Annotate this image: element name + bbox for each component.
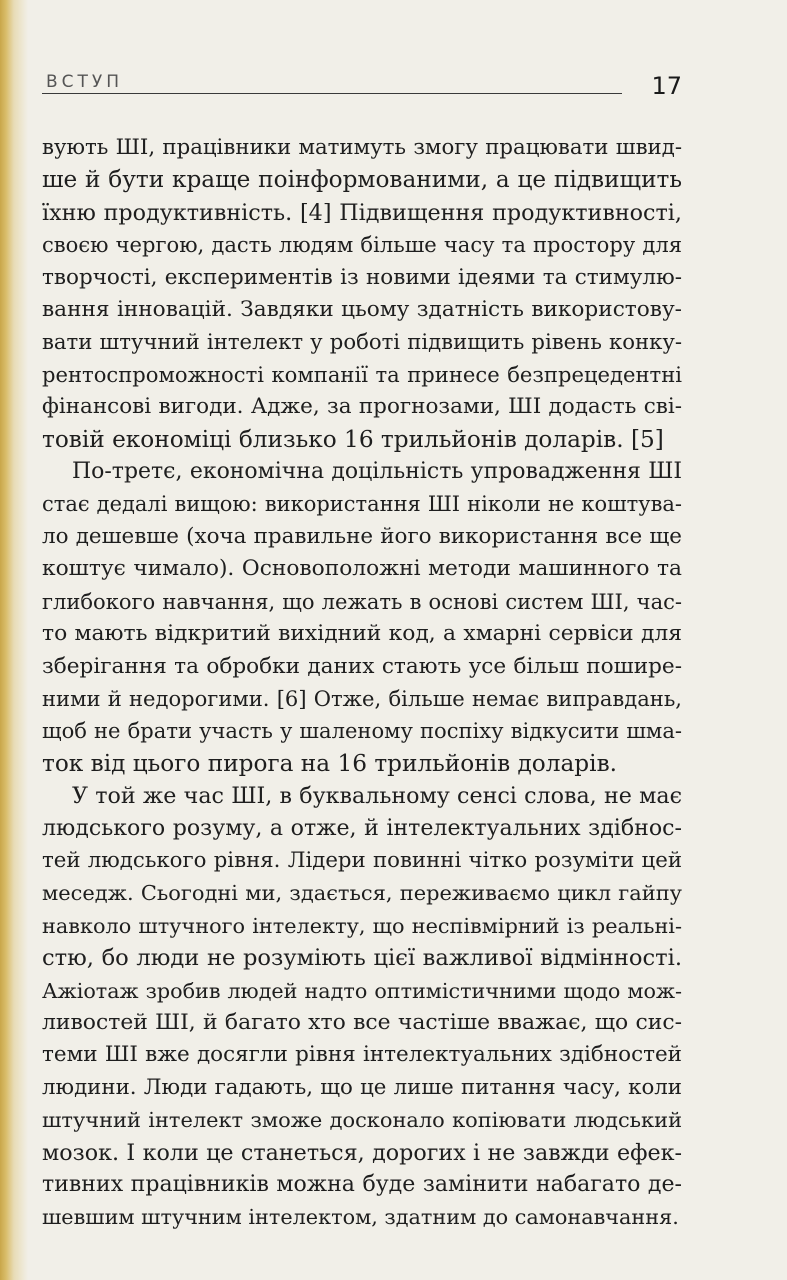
- text-line: людського розуму, а отже, й інтелектуальних здібнос-: [42, 815, 682, 841]
- text-line: вання інновацій. Завдяки цьому здатність використову-: [42, 297, 682, 323]
- text-line: ними й недорогими. [6] Отже, більше немає виправдань,: [42, 685, 682, 711]
- text-line: творчості, експериментів із новими ідеями та стимулю-: [42, 264, 682, 290]
- text-line: шевшим штучним інтелектом, здатним до самонавчання.: [42, 1205, 679, 1230]
- text-line: ливостей ШІ, й багато хто все частіше вважає, що сис-: [42, 1009, 682, 1035]
- text-line: ше й бути краще поінформованими, а це підвищить: [42, 166, 682, 194]
- header-rule: [42, 93, 622, 94]
- text-line: вати штучний інтелект у роботі підвищить рівень конку-: [42, 329, 682, 355]
- text-line: глибокого навчання, що лежать в основі систем ШІ, час-: [42, 588, 682, 614]
- text-line: людини. Люди гадають, що це лише питання часу, коли: [42, 1074, 682, 1100]
- text-line: теми ШІ вже досягли рівня інтелектуальних здібностей: [42, 1042, 682, 1068]
- text-line: штучний інтелект зможе досконало копіювати людський: [42, 1108, 682, 1133]
- text-line: ток від цього пирога на 16 трильйонів доларів.: [42, 749, 617, 777]
- text-line: то мають відкритий вихідний код, а хмарні сервіси для: [42, 621, 682, 647]
- text-line: стю, бо люди не розуміють цієї важливої відмінності.: [42, 945, 682, 972]
- book-page: [42, 58, 684, 1258]
- section-title: ВСТУП: [46, 72, 124, 92]
- text-line: навколо штучного інтелекту, що неспівмірний із реальні-: [42, 913, 682, 938]
- text-line: У той же час ШІ, в буквальному сенсі слова, не має: [72, 783, 682, 810]
- text-line: їхню продуктивність. [4] Підвищення продуктивності,: [42, 199, 682, 226]
- text-line: фінансові вигоди. Адже, за прогнозами, ШІ додасть сві-: [42, 394, 682, 420]
- text-line: тей людського рівня. Лідери повинні чітко розуміти цей: [42, 847, 682, 873]
- text-line: стає дедалі вищою: використання ШІ ніколи не коштува-: [42, 492, 682, 517]
- text-line: По-третє, економічна доцільність упровадження ШІ: [72, 459, 682, 485]
- body-text: [42, 132, 682, 1234]
- book-binding-shadow: [0, 0, 28, 1280]
- running-head: [42, 58, 684, 98]
- text-line: своєю чергою, дасть людям більше часу та простору для: [42, 232, 682, 258]
- text-line: коштує чимало). Основоположні методи машинного та: [42, 556, 682, 582]
- text-line: ло дешевше (хоча правильне його використання все ще: [42, 523, 682, 549]
- text-line: меседж. Сьогодні ми, здається, переживаємо цикл гайпу: [42, 881, 682, 906]
- text-line: рентоспроможності компанії та принесе безпрецедентні: [42, 361, 682, 387]
- text-line: Ажіотаж зробив людей надто оптимістичними щодо мож-: [42, 978, 682, 1003]
- text-line: тивних працівників можна буде замінити набагато де-: [42, 1172, 682, 1197]
- text-line: мозок. І коли це станеться, дорогих і не завжди ефек-: [42, 1139, 682, 1166]
- text-line: вують ШІ, працівники матимуть змогу працювати швид-: [42, 135, 682, 160]
- text-line: товій економіці близько 16 трильйонів доларів. [5]: [42, 425, 664, 453]
- paragraph: [42, 456, 682, 780]
- text-line: зберігання та обробки даних стають усе більш пошире-: [42, 653, 682, 679]
- text-line: щоб не брати участь у шаленому поспіху відкусити шма-: [42, 718, 682, 744]
- paragraph: [42, 132, 682, 456]
- page-number: 17: [651, 72, 682, 100]
- paragraph: [42, 780, 682, 1234]
